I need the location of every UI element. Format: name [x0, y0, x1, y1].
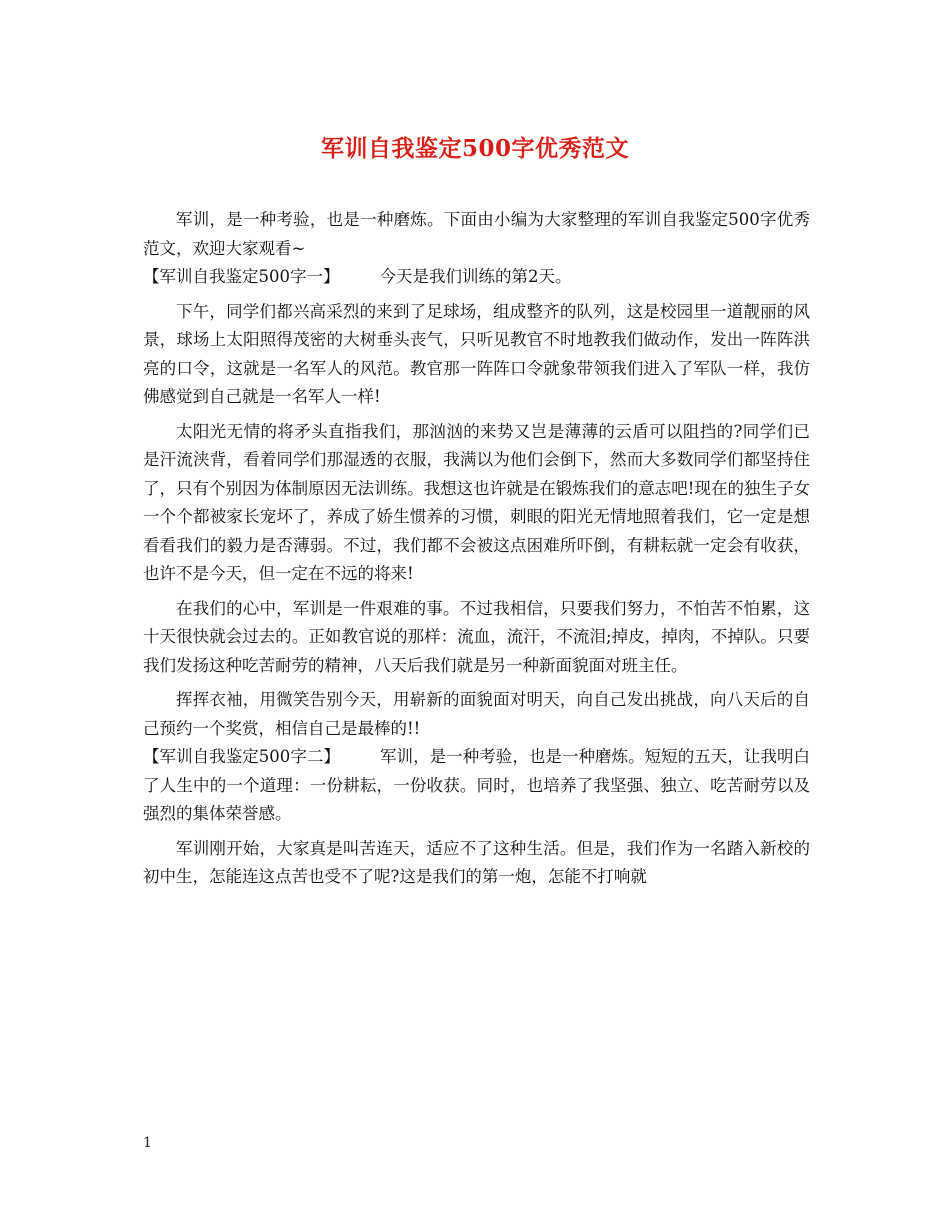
- section-1-paragraph-3: 在我们的心中，军训是一件艰难的事。不过我相信，只要我们努力，不怕苦不怕累，这十天很快就会过去的。正如教官说的那样：流血，流汗，不流泪;掉皮，掉肉，不掉队。只要我们发扬这种吃苦耐劳的精神，八天后我们就是另一种新面貌面对班主任。: [143, 598, 810, 675]
- section-1-paragraph-4: 挥挥衣袖，用微笑告别今天，用崭新的面貌面对明天，向自己发出挑战，向八天后的自己预约一个奖赏，相信自己是最棒的!!: [143, 690, 810, 738]
- document-title: 军训自我鉴定500字优秀范文: [320, 135, 629, 162]
- section-1-lead: 今天是我们训练的第2天。: [379, 267, 572, 286]
- section-1-paragraph-2: 太阳光无情的将矛头直指我们，那汹汹的来势又岂是薄薄的云盾可以阻挡的?同学们已是汗流浃背，看着同学们那湿透的衣服，我满以为他们会倒下，然而大多数同学们都坚持住了，只有个别因为体制原因无法训练。我想这也许就是在锻炼我们的意志吧!现在的独生子女一个个都被家长宠坏了，养成了娇生惯养的习惯，刺眼的阳光无情地照着我们，它一定是想看看我们的毅力是否薄弱。不过，我们都不会被这点困难所吓倒，有耕耘就一定会有收获，也许不是今天，但一定在不远的将来!: [143, 421, 810, 583]
- section-2-heading: 【军训自我鉴定500字二】: [143, 747, 340, 766]
- document-body: [143, 206, 810, 892]
- section-1-heading: 【军训自我鉴定500字一】: [143, 267, 340, 286]
- section-2-header: [143, 743, 810, 829]
- intro-paragraph: 军训，是一种考验，也是一种磨炼。下面由小编为大家整理的军训自我鉴定500字优秀范文，欢迎大家观看~: [143, 210, 810, 258]
- section-2-lead: 军训，是一种考验，也是一种磨炼。短短的五天，让我明白了人生中的一个道理：一份耕耘，一份收获。同时，也培养了我坚强、独立、吃苦耐劳以及强烈的集体荣誉感。: [143, 747, 811, 823]
- section-1-paragraph-1: 下午，同学们都兴高采烈的来到了足球场，组成整齐的队列，这是校园里一道靓丽的风景，球场上太阳照得茂密的大树垂头丧气，只听见教官不时地教我们做动作，发出一阵阵洪亮的口令，这就是一名军人的风范。教官那一阵阵口令就象带领我们进入了军队一样，我仿佛感觉到自己就是一名军人一样!: [143, 301, 810, 406]
- section-1-header: [143, 263, 810, 292]
- page-number: 1: [143, 1135, 152, 1151]
- section-2-paragraph-1: 军训刚开始，大家真是叫苦连天，适应不了这种生活。但是，我们作为一名踏入新校的初中生，怎能连这点苦也受不了呢?这是我们的第一炮，怎能不打响就: [143, 838, 810, 886]
